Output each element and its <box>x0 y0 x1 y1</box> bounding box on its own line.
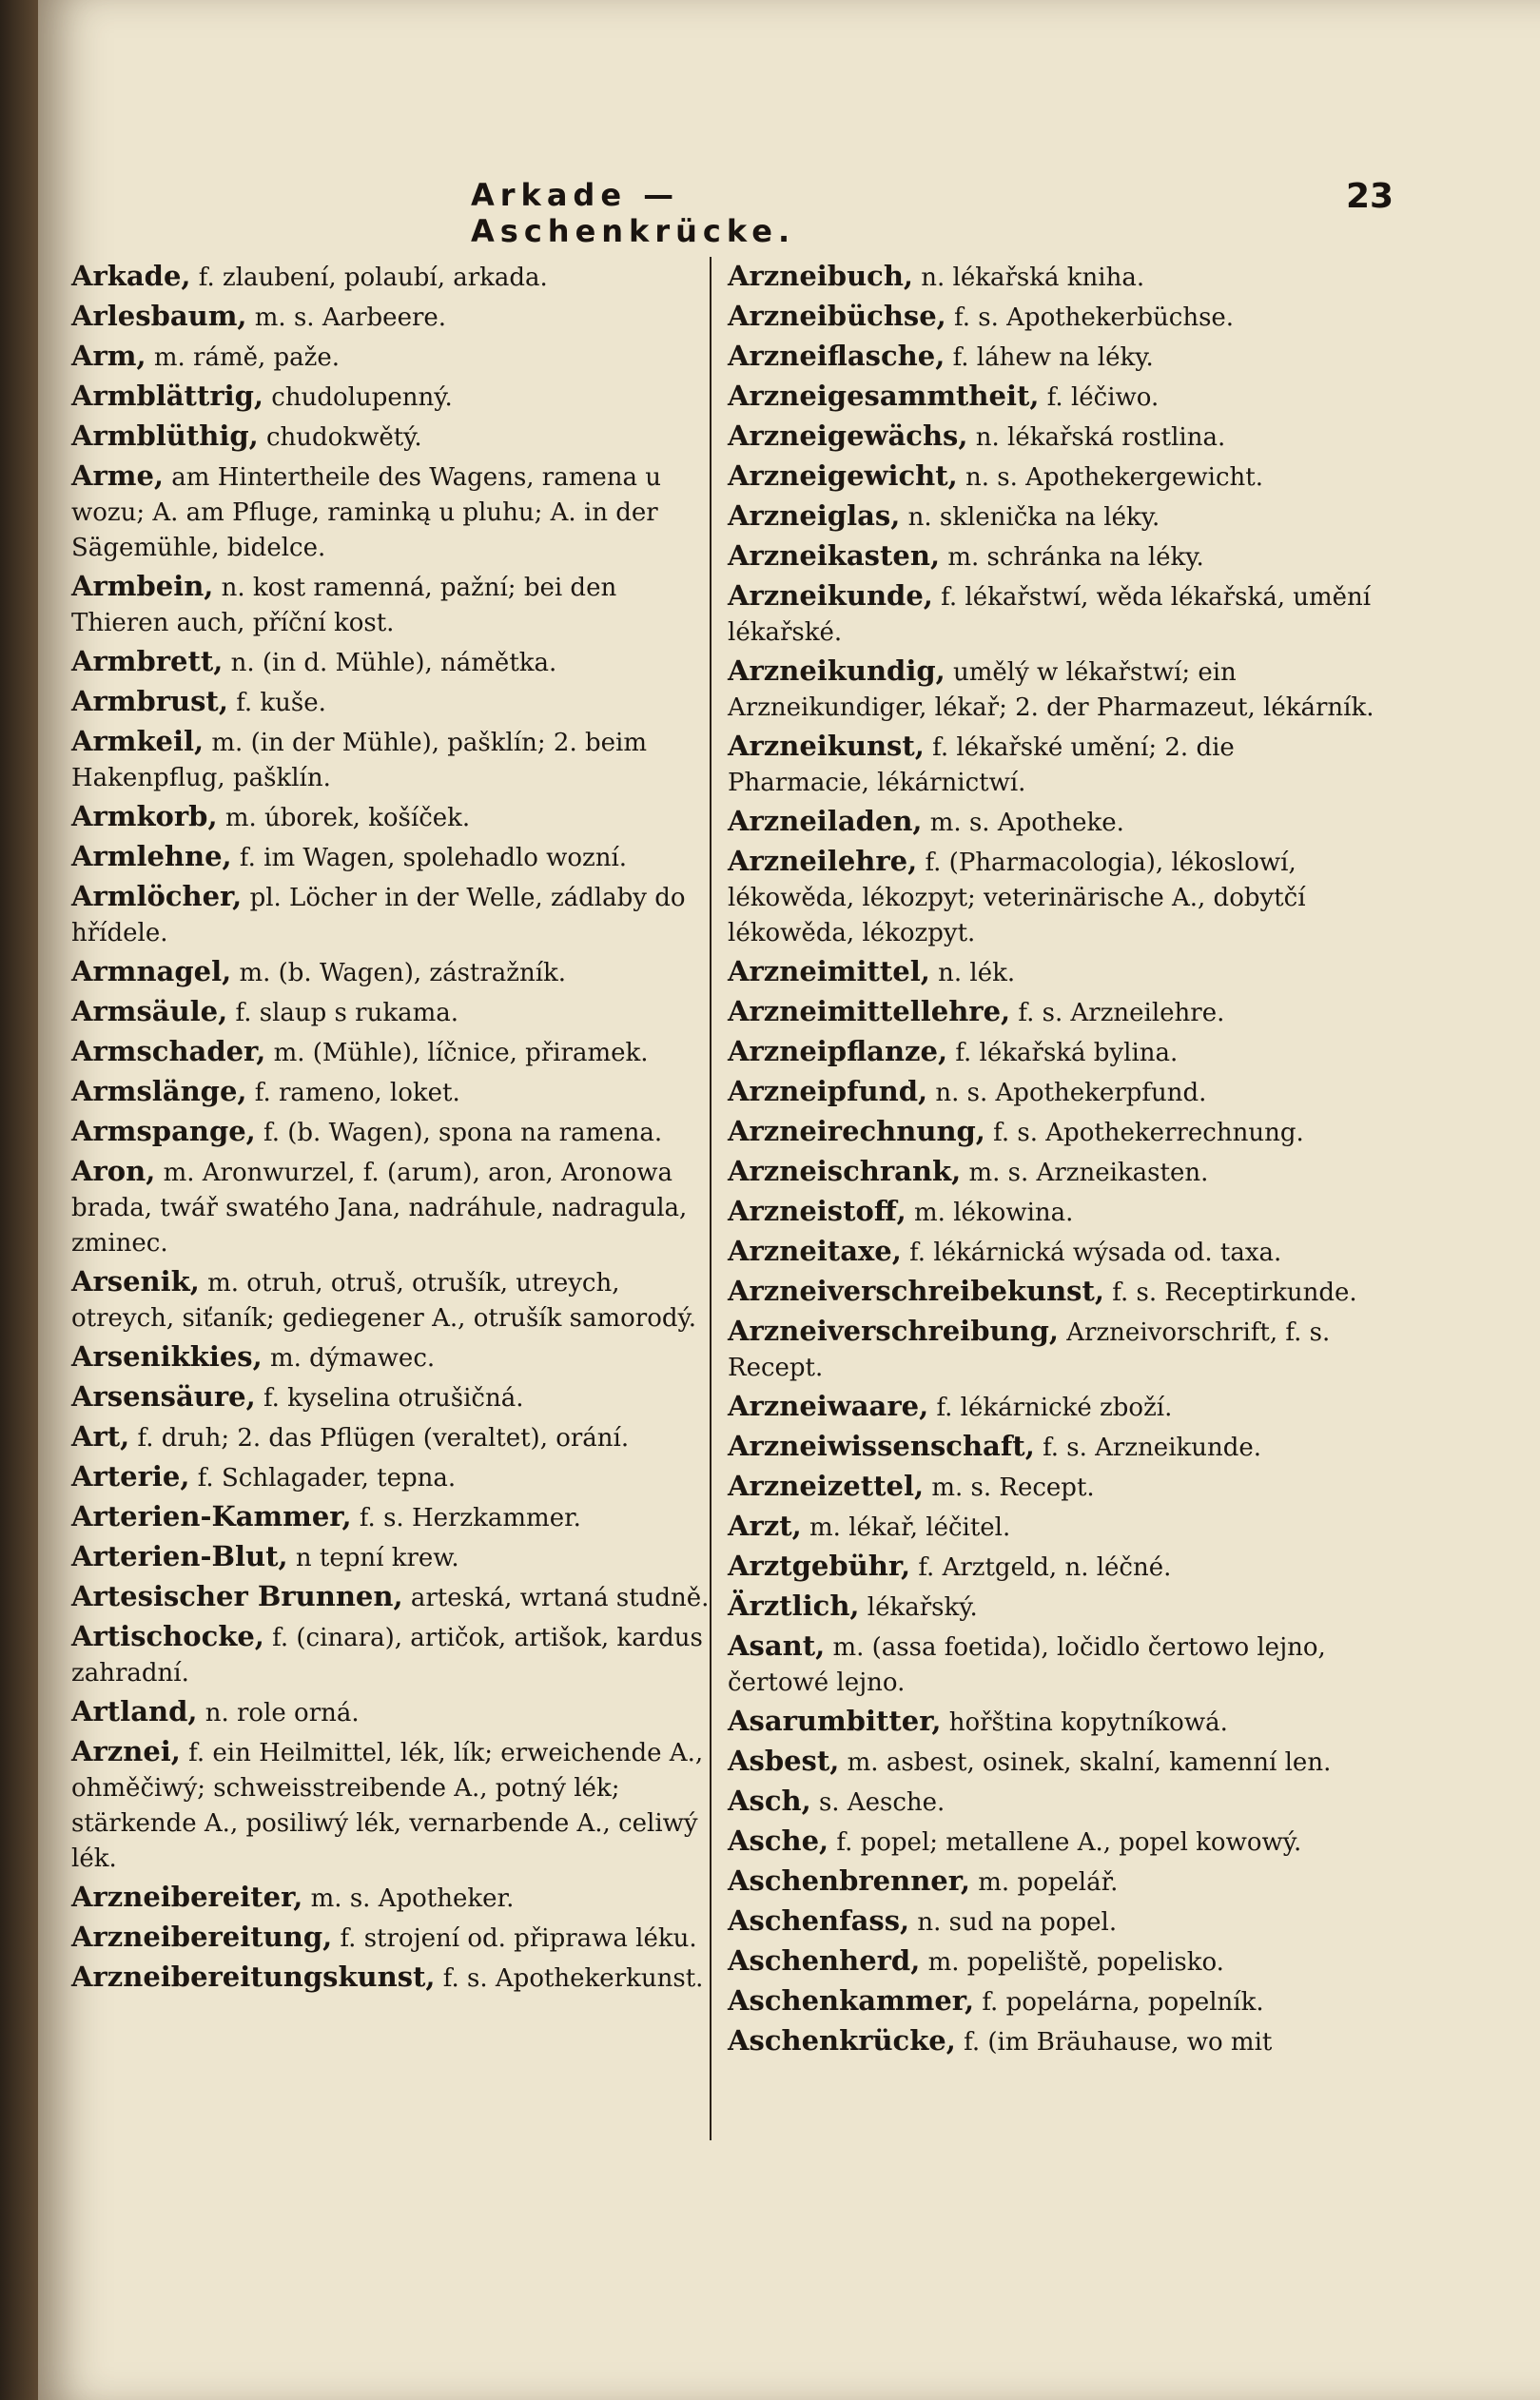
entry-headword: Arsenikkies, <box>71 1340 263 1373</box>
dictionary-entry <box>728 1154 1374 1191</box>
entry-definition: m. dýmawec. <box>270 1344 436 1373</box>
entry-definition: n. (in d. Mühle), námětka. <box>230 649 557 677</box>
dictionary-entry <box>71 994 718 1031</box>
dictionary-entry <box>728 1589 1374 1626</box>
entry-definition: f. (im Bräuhause, wo mit <box>964 2028 1273 2057</box>
entry-headword: Arsensäure, <box>71 1380 256 1413</box>
entry-definition: f. lékárnická wýsada od. taxa. <box>909 1239 1282 1267</box>
entry-headword: Arterien-Kammer, <box>71 1500 352 1532</box>
dictionary-entry <box>728 804 1374 841</box>
dictionary-entry <box>728 1114 1374 1151</box>
dictionary-entry <box>71 1419 718 1456</box>
entry-definition: m. asbest, osinek, skalní, kamenní len. <box>847 1748 1332 1777</box>
entry-headword: Arzneibüchse, <box>728 300 946 332</box>
entry-headword: Arzneizettel, <box>728 1470 925 1502</box>
entry-definition: f. popelárna, popelník. <box>982 1988 1264 2017</box>
dictionary-entry <box>71 1619 718 1691</box>
entry-headword: Arzt, <box>728 1510 802 1542</box>
entry-definition: am Hintertheile des Wagens, ramena u wozu; A. am Pfluge, raminką u pluhu; A. in der Sägemühle, bidelce. <box>71 463 662 562</box>
entry-headword: Armslänge, <box>71 1075 247 1107</box>
entry-definition: m. s. Apotheker. <box>310 1884 515 1913</box>
dictionary-entry <box>71 724 718 796</box>
dictionary-entry <box>71 1114 718 1151</box>
entry-headword: Armsäule, <box>71 995 228 1027</box>
entry-definition: f. láhew na léky. <box>952 343 1154 372</box>
entry-definition: umělý w lékařstwí; ein Arzneikundiger, lékař; 2. der Pharmazeut, lékárník. <box>728 658 1374 722</box>
left-column <box>71 259 718 2000</box>
dictionary-entry <box>71 1734 718 1877</box>
entry-headword: Asche, <box>728 1824 829 1857</box>
entry-headword: Arsenik, <box>71 1265 200 1298</box>
dictionary-entry <box>71 379 718 416</box>
entry-definition: m. (b. Wagen), zástražník. <box>239 959 567 987</box>
entry-headword: Arme, <box>71 459 165 492</box>
dictionary-entry <box>728 1314 1374 1386</box>
entry-definition: arteská, wrtaná studně. <box>410 1584 710 1612</box>
entry-definition: m. (assa foetida), ločidlo čertowo lejno, čertowé lejno. <box>728 1633 1326 1697</box>
running-head: Arkade — Aschenkrücke. <box>471 177 796 249</box>
entry-definition: f. strojení od. připrawa léku. <box>340 1924 697 1953</box>
entry-headword: Artesischer Brunnen, <box>71 1580 403 1612</box>
entry-headword: Arzneiladen, <box>728 805 923 837</box>
dictionary-entry <box>728 1903 1374 1941</box>
entry-headword: Armnagel, <box>71 955 232 987</box>
dictionary-entry <box>728 844 1374 951</box>
entry-definition: f. slaup s rukama. <box>235 999 458 1027</box>
dictionary-entry <box>728 1034 1374 1071</box>
entry-definition: m. popeliště, popelisko. <box>927 1948 1224 1977</box>
entry-headword: Armbein, <box>71 570 214 602</box>
entry-headword: Arzneibereitungskunst, <box>71 1961 436 1993</box>
entry-headword: Arzneigewicht, <box>728 459 958 492</box>
entry-definition: f. s. Arzneikunde. <box>1043 1434 1262 1462</box>
entry-definition: f. (cinara), artičok, artišok, kardus zahradní. <box>71 1624 703 1688</box>
entry-headword: Arterie, <box>71 1460 190 1493</box>
entry-definition: lékařský. <box>867 1593 978 1622</box>
entry-definition: s. Aesche. <box>818 1788 945 1817</box>
entry-headword: Arzneiwissenschaft, <box>728 1430 1035 1462</box>
entry-definition: f. s. Apothekerbüchse. <box>954 303 1235 332</box>
entry-headword: Aschenkrücke, <box>728 2024 956 2057</box>
entry-headword: Arzneiwaare, <box>728 1390 929 1422</box>
entry-headword: Arterien-Blut, <box>71 1540 288 1572</box>
entry-definition: m. (in der Mühle), pašklín; 2. beim Hakenpflug, pašklín. <box>71 729 647 792</box>
entry-headword: Arzneibereitung, <box>71 1921 333 1953</box>
entry-definition: pl. Löcher in der Welle, zádlaby do hřídele. <box>71 884 686 947</box>
entry-definition: n. sklenička na léky. <box>907 503 1160 532</box>
entry-definition: n. s. Apothekergewicht. <box>965 463 1264 492</box>
entry-definition: f. ein Heilmittel, lék, lík; erweichende A., ohměčiwý; schweisstreibende A., potný lék; stärkende A., posiliwý lék, vernarbende A., celiwý lék. <box>71 1739 704 1873</box>
entry-headword: Asbest, <box>728 1745 840 1777</box>
entry-definition: n. lék. <box>938 959 1016 987</box>
dictionary-entry <box>71 1694 718 1731</box>
entry-headword: Asch, <box>728 1785 811 1817</box>
entry-headword: Artland, <box>71 1695 198 1727</box>
entry-definition: m. (Mühle), líčnice, přiramek. <box>273 1039 649 1067</box>
column-divider <box>710 257 712 2140</box>
entry-headword: Arzneiflasche, <box>728 340 945 372</box>
dictionary-entry <box>728 1863 1374 1901</box>
entry-headword: Aschenherd, <box>728 1944 921 1977</box>
entry-headword: Arzneibuch, <box>728 260 913 292</box>
entry-headword: Asarumbitter, <box>728 1705 942 1737</box>
dictionary-entry <box>728 1509 1374 1546</box>
entry-definition: f. léčiwo. <box>1046 383 1160 412</box>
entry-definition: Arzneivorschrift, f. s. Recept. <box>728 1318 1331 1382</box>
entry-definition: f. (b. Wagen), spona na ramena. <box>263 1119 663 1147</box>
dictionary-entry <box>728 578 1374 651</box>
entry-headword: Armspange, <box>71 1115 256 1147</box>
dictionary-entry <box>71 1920 718 1957</box>
entry-headword: Armlöcher, <box>71 880 243 912</box>
dictionary-entry <box>71 1074 718 1111</box>
entry-definition: n. role orná. <box>205 1699 360 1727</box>
entry-definition: f. im Wagen, spolehadlo wozní. <box>239 844 628 872</box>
dictionary-entry <box>728 1744 1374 1781</box>
entry-headword: Arzneibereiter, <box>71 1881 303 1913</box>
entry-headword: Aschenfass, <box>728 1904 910 1937</box>
dictionary-entry <box>71 1379 718 1416</box>
entry-headword: Arzneikunst, <box>728 730 925 762</box>
entry-headword: Artischocke, <box>71 1620 264 1652</box>
dictionary-entry <box>728 1629 1374 1701</box>
dictionary-entry <box>728 419 1374 456</box>
entry-definition: n. lékařská kniha. <box>921 263 1145 292</box>
dictionary-entry <box>71 1539 718 1576</box>
dictionary-entry <box>71 799 718 836</box>
dictionary-entry <box>728 954 1374 991</box>
entry-definition: m. s. Aarbeere. <box>254 303 447 332</box>
dictionary-entry <box>728 339 1374 376</box>
dictionary-entry <box>728 379 1374 416</box>
entry-definition: chudokwětý. <box>265 423 422 452</box>
entry-definition: f. lékařské umění; 2. die Pharmacie, lékárnictwí. <box>728 733 1235 797</box>
dictionary-entry <box>71 419 718 456</box>
entry-headword: Arzneitaxe, <box>728 1235 902 1267</box>
entry-definition: f. popel; metallene A., popel kowowý. <box>836 1828 1302 1857</box>
entry-definition: f. kuše. <box>236 689 326 717</box>
dictionary-entry <box>728 994 1374 1031</box>
entry-headword: Arzneischrank, <box>728 1155 962 1187</box>
entry-headword: Arzneiverschreibung, <box>728 1315 1060 1347</box>
entry-headword: Armbrett, <box>71 645 224 677</box>
dictionary-entry <box>728 654 1374 726</box>
entry-definition: f. s. Arzneilehre. <box>1018 999 1225 1027</box>
entry-definition: n. s. Apothekerpfund. <box>935 1079 1207 1107</box>
dictionary-entry <box>728 1389 1374 1426</box>
entry-headword: Armkorb, <box>71 800 218 832</box>
dictionary-entry <box>71 879 718 951</box>
entry-definition: f. Schlagader, tepna. <box>197 1464 457 1493</box>
entry-definition: f. s. Herzkammer. <box>359 1504 581 1532</box>
dictionary-entry <box>728 1234 1374 1271</box>
dictionary-entry <box>728 1194 1374 1231</box>
entry-headword: Aschenkammer, <box>728 1984 975 2017</box>
dictionary-entry <box>71 1579 718 1616</box>
entry-headword: Armkeil, <box>71 725 205 757</box>
dictionary-entry <box>728 498 1374 536</box>
dictionary-entry <box>71 1880 718 1917</box>
entry-definition: m. s. Arzneikasten. <box>968 1159 1209 1187</box>
entry-definition: f. lékařstwí, wěda lékařská, umění lékařské. <box>728 583 1372 647</box>
entry-definition: m. lékowina. <box>914 1199 1074 1227</box>
entry-definition: n. lékařská rostlina. <box>975 423 1226 452</box>
right-column <box>728 259 1374 2063</box>
entry-definition: m. úborek, košíček. <box>224 804 471 832</box>
entry-definition: chudolupenný. <box>271 383 453 412</box>
dictionary-entry <box>728 259 1374 296</box>
entry-headword: Arzneikundig, <box>728 654 945 687</box>
dictionary-entry <box>728 1784 1374 1821</box>
entry-headword: Art, <box>71 1420 130 1453</box>
entry-definition: n tepní krew. <box>295 1544 459 1572</box>
entry-headword: Arzneigesammtheit, <box>728 380 1040 412</box>
entry-headword: Arzneimittel, <box>728 955 930 987</box>
entry-definition: hořština kopytníkowá. <box>948 1708 1228 1737</box>
entry-headword: Arztgebühr, <box>728 1550 911 1582</box>
dictionary-entry <box>71 339 718 376</box>
dictionary-entry <box>71 569 718 641</box>
entry-headword: Arzneikasten, <box>728 539 941 572</box>
entry-headword: Armblättrig, <box>71 380 264 412</box>
entry-headword: Arzneiverschreibekunst, <box>728 1275 1105 1307</box>
entry-definition: f. kyselina otrušičná. <box>263 1384 524 1413</box>
dictionary-entry <box>728 1983 1374 2020</box>
entry-headword: Arzneiglas, <box>728 499 901 532</box>
entry-headword: Asant, <box>728 1629 826 1662</box>
entry-definition: n. sud na popel. <box>917 1908 1118 1937</box>
entry-definition: m. Aronwurzel, f. (arum), aron, Aronowa brada, twář swatého Jana, nadráhule, nadragula, zminec. <box>71 1159 688 1258</box>
entry-definition: f. lékárnické zboží. <box>936 1394 1173 1422</box>
entry-headword: Arzneimittellehre, <box>728 995 1011 1027</box>
entry-definition: m. s. Apotheke. <box>929 809 1124 837</box>
entry-definition: f. lékařská bylina. <box>955 1039 1179 1067</box>
dictionary-entry <box>71 1960 718 1997</box>
dictionary-entry <box>71 299 718 336</box>
dictionary-entry <box>71 644 718 681</box>
entry-headword: Armlehne, <box>71 840 232 872</box>
entry-headword: Arkade, <box>71 260 191 292</box>
dictionary-entry <box>728 2023 1374 2060</box>
entry-definition: f. Arztgeld, n. léčné. <box>918 1553 1172 1582</box>
dictionary-entry <box>728 459 1374 496</box>
dictionary-entry <box>71 1154 718 1261</box>
dictionary-entry <box>71 839 718 876</box>
dictionary-entry <box>71 1034 718 1071</box>
entry-headword: Arm, <box>71 340 146 372</box>
entry-headword: Ärztlich, <box>728 1590 860 1622</box>
entry-headword: Armschader, <box>71 1035 266 1067</box>
dictionary-entry <box>728 1943 1374 1980</box>
entry-headword: Armbrust, <box>71 685 228 717</box>
entry-headword: Arzneikunde, <box>728 579 933 612</box>
entry-headword: Arlesbaum, <box>71 300 247 332</box>
entry-headword: Arzneigewächs, <box>728 420 968 452</box>
entry-definition: m. rámě, paže. <box>153 343 341 372</box>
entry-definition: m. lékař, léčitel. <box>809 1513 1011 1542</box>
page-number: 23 <box>1346 177 1394 216</box>
entry-headword: Aron, <box>71 1155 156 1187</box>
dictionary-entry <box>728 1549 1374 1586</box>
dictionary-entry <box>71 684 718 721</box>
entry-headword: Aschenbrenner, <box>728 1864 970 1897</box>
entry-definition: m. schránka na léky. <box>947 543 1204 572</box>
dictionary-entry <box>71 1264 718 1337</box>
page-header <box>38 177 1540 249</box>
dictionary-entry <box>728 1469 1374 1506</box>
dictionary-page <box>38 0 1540 2400</box>
entry-definition: f. druh; 2. das Pflügen (veraltet), orání. <box>137 1424 630 1453</box>
dictionary-entry <box>71 1459 718 1496</box>
dictionary-entry <box>728 729 1374 801</box>
dictionary-entry <box>71 1339 718 1376</box>
dictionary-entry <box>71 259 718 296</box>
entry-definition: f. (Pharmacologia), lékoslowí, lékowěda, lékozpyt; veterinärische A., dobytčí lékowěda, lékozpyt. <box>728 849 1306 947</box>
entry-headword: Arzneilehre, <box>728 845 918 877</box>
entry-definition: n. kost ramenná, pažní; bei den Thieren auch, příční kost. <box>71 574 617 637</box>
entry-headword: Armblüthig, <box>71 420 259 452</box>
entry-headword: Arzneistoff, <box>728 1195 906 1227</box>
dictionary-entry <box>728 1824 1374 1861</box>
entry-definition: m. otruh, otruš, otrušík, utreych, otreych, siťaník; gediegener A., otrušík samorodý. <box>71 1269 697 1333</box>
entry-headword: Arzneirechnung, <box>728 1115 985 1147</box>
entry-headword: Arznei, <box>71 1735 181 1767</box>
dictionary-entry <box>71 1499 718 1536</box>
entry-definition: f. s. Apothekerkunst. <box>442 1964 704 1993</box>
entry-definition: m. s. Recept. <box>931 1473 1095 1502</box>
dictionary-entry <box>728 1074 1374 1111</box>
dictionary-entry <box>728 299 1374 336</box>
entry-headword: Arzneipfund, <box>728 1075 928 1107</box>
dictionary-entry <box>728 1704 1374 1741</box>
entry-definition: m. popelář. <box>978 1868 1119 1897</box>
dictionary-entry <box>728 1429 1374 1466</box>
dictionary-entry <box>728 1274 1374 1311</box>
entry-definition: f. s. Apothekerrechnung. <box>993 1119 1304 1147</box>
entry-headword: Arzneipflanze, <box>728 1035 948 1067</box>
dictionary-entry <box>71 459 718 566</box>
entry-definition: f. zlaubení, polaubí, arkada. <box>198 263 548 292</box>
dictionary-entry <box>71 954 718 991</box>
entry-definition: f. rameno, loket. <box>254 1079 460 1107</box>
dictionary-entry <box>728 538 1374 576</box>
entry-definition: f. s. Receptirkunde. <box>1112 1278 1357 1307</box>
